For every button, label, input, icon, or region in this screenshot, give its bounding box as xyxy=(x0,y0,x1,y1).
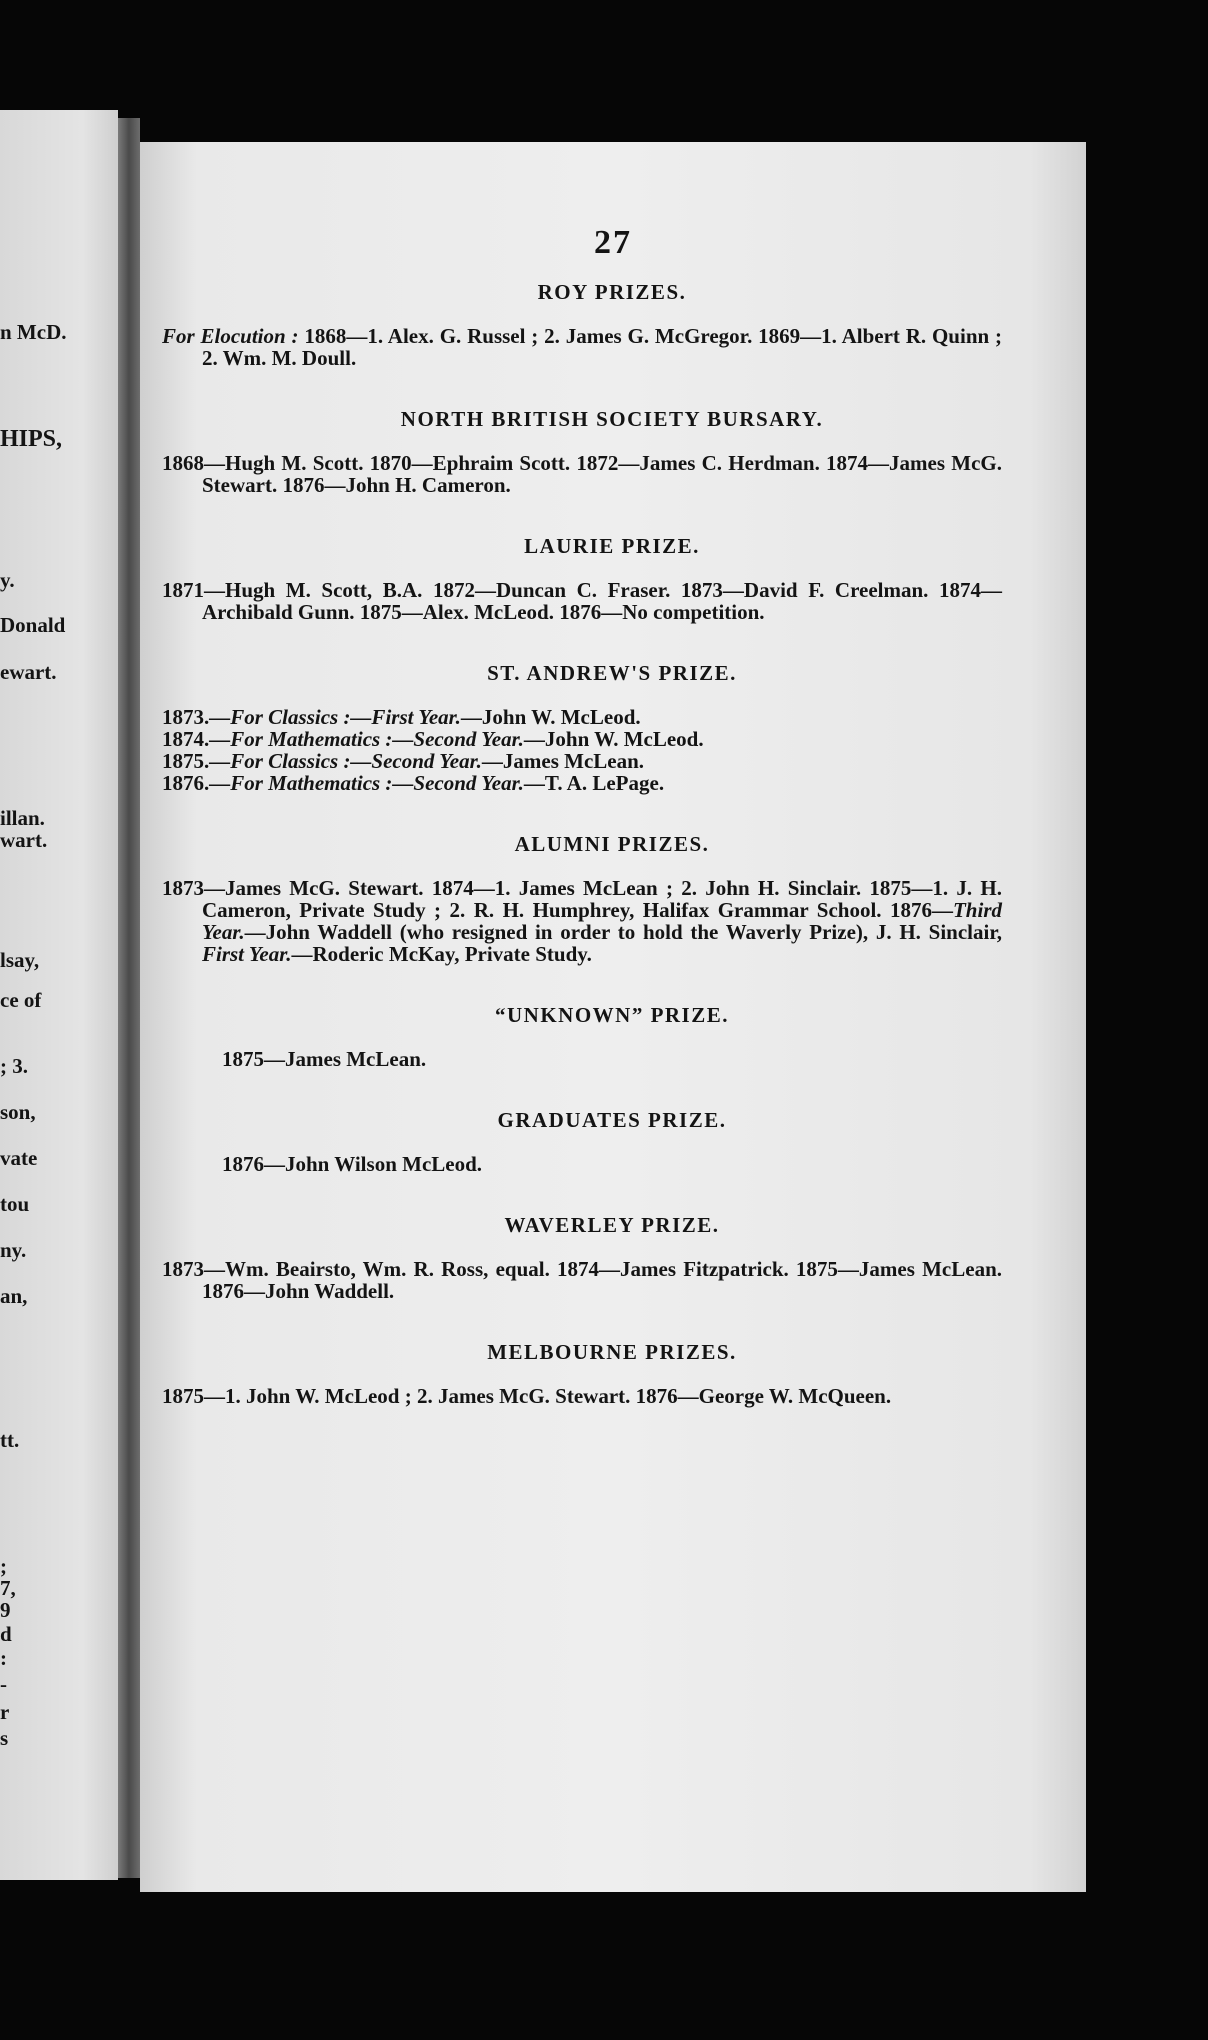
entry-label: Third Year. xyxy=(202,898,1002,944)
left-page-fragment: d xyxy=(0,1622,12,1646)
entry-text: —John W. McLeod. xyxy=(460,705,641,729)
book-gutter xyxy=(118,118,140,1878)
left-page-fragment: - xyxy=(0,1672,7,1696)
section-heading: GRADUATES PRIZE. xyxy=(497,1108,727,1132)
entry-year: 1876. xyxy=(162,771,210,795)
entry-year: 1873. xyxy=(162,705,210,729)
entry-label: —For Mathematics :—Second Year. xyxy=(209,771,524,795)
entry-label: First Year. xyxy=(202,942,292,966)
entry-text: 1868—1. Alex. G. Russel ; 2. James G. McGregor. 1869—1. Albert R. Quinn ; 2. Wm. M. Doull. xyxy=(202,324,1002,370)
entry-text: 1873—James McG. Stewart. 1874—1. James McLean ; 2. John H. Sinclair. 1875—1. J. H. Cameron, Private Study ; 2. R. H. Humphrey, Halifax Grammar School. 1876— xyxy=(162,876,1002,922)
left-page-fragment: n McD. xyxy=(0,320,67,344)
entry-label: —For Classics :—Second Year. xyxy=(209,749,482,773)
section-heading: MELBOURNE PRIZES. xyxy=(487,1340,737,1364)
left-page-fragment: an, xyxy=(0,1284,28,1308)
section-heading: ALUMNI PRIZES. xyxy=(514,832,710,856)
section-heading: ROY PRIZES. xyxy=(537,280,687,304)
left-page-fragment: wart. xyxy=(0,828,48,852)
section-laurie-prize xyxy=(162,534,1002,623)
left-page-fragment: illan. xyxy=(0,806,45,830)
section-melbourne-prizes xyxy=(162,1340,1002,1407)
page xyxy=(140,142,1086,1892)
left-page-fragment: HIPS, xyxy=(0,426,63,452)
left-page-fragment: ; 3. xyxy=(0,1054,28,1078)
section-entry: 1871—Hugh M. Scott, B.A. 1872—Duncan C. Fraser. 1873—David F. Creelman. 1874—Archibald Gunn. 1875—Alex. McLeod. 1876—No competition. xyxy=(162,578,1002,624)
list-item xyxy=(162,706,1002,728)
section-heading: NORTH BRITISH SOCIETY BURSARY. xyxy=(400,407,824,431)
section-roy-prizes xyxy=(162,280,1002,369)
section-unknown-prize xyxy=(162,1003,1002,1070)
entry-year: 1874. xyxy=(162,727,210,751)
section-north-british-society-bursary xyxy=(162,407,1002,496)
section-entry: 1868—Hugh M. Scott. 1870—Ephraim Scott. 1872—James C. Herdman. 1874—James McG. Stewart. 1876—John H. Cameron. xyxy=(162,451,1002,497)
left-page-fragment: y. xyxy=(0,568,15,592)
left-page-fragment: s xyxy=(0,1726,9,1750)
left-page-fragment: ewart. xyxy=(0,660,57,684)
section-st-andrews-prize xyxy=(162,661,1002,794)
left-page-fragment: son, xyxy=(0,1100,36,1124)
section-graduates-prize xyxy=(162,1108,1002,1175)
entry-text: —T. A. LePage. xyxy=(523,771,665,795)
entry-list xyxy=(162,706,1002,794)
section-heading: LAURIE PRIZE. xyxy=(524,534,700,558)
entry-year: 1875. xyxy=(162,749,210,773)
entry-label: —For Mathematics :—Second Year. xyxy=(209,727,524,751)
section-entry: 1875—1. John W. McLeod ; 2. James McG. Stewart. 1876—George W. McQueen. xyxy=(162,1384,892,1408)
left-page-fragment: tt. xyxy=(0,1428,20,1452)
left-page-fragment: lsay, xyxy=(0,948,40,972)
section-heading: “UNKNOWN” PRIZE. xyxy=(494,1003,729,1027)
left-page-fragment: : xyxy=(0,1646,7,1670)
section-waverley-prize xyxy=(162,1213,1002,1302)
left-page-fragment: Donald xyxy=(0,613,66,637)
list-item xyxy=(162,750,1002,772)
left-page-edge xyxy=(0,110,118,1880)
left-page-fragment: 9 xyxy=(0,1598,11,1622)
left-page-fragment: ; xyxy=(0,1554,7,1578)
section-entry: 1875—James McLean. xyxy=(222,1047,427,1071)
section-entry xyxy=(162,877,1002,965)
section-alumni-prizes xyxy=(162,832,1002,965)
section-entry xyxy=(162,325,1002,369)
entry-label: —For Classics :—First Year. xyxy=(209,705,461,729)
left-page-fragment: ny. xyxy=(0,1238,27,1262)
entry-text: —John W. McLeod. xyxy=(523,727,704,751)
entry-label: For Elocution : xyxy=(162,324,299,348)
left-page-fragment: tou xyxy=(0,1192,30,1216)
left-page-fragment: ce of xyxy=(0,988,42,1012)
section-heading: ST. ANDREW'S PRIZE. xyxy=(487,661,737,685)
list-item xyxy=(162,772,1002,794)
left-page-fragment: vate xyxy=(0,1146,38,1170)
section-entry: 1873—Wm. Beairsto, Wm. R. Ross, equal. 1874—James Fitzpatrick. 1875—James McLean. 1876—John Waddell. xyxy=(162,1257,1002,1303)
entry-text: —James McLean. xyxy=(481,749,645,773)
list-item xyxy=(162,728,1002,750)
left-page-fragment: 7, xyxy=(0,1576,16,1600)
left-page-fragment: r xyxy=(0,1700,10,1724)
entry-text: —Roderic McKay, Private Study. xyxy=(291,942,592,966)
section-entry: 1876—John Wilson McLeod. xyxy=(222,1152,483,1176)
page-number: 27 xyxy=(594,224,632,261)
section-heading: WAVERLEY PRIZE. xyxy=(504,1213,720,1237)
page-content xyxy=(162,280,1002,1445)
entry-text: —John Waddell (who resigned in order to hold the Waverly Prize), J. H. Sinclair, xyxy=(244,920,1002,944)
